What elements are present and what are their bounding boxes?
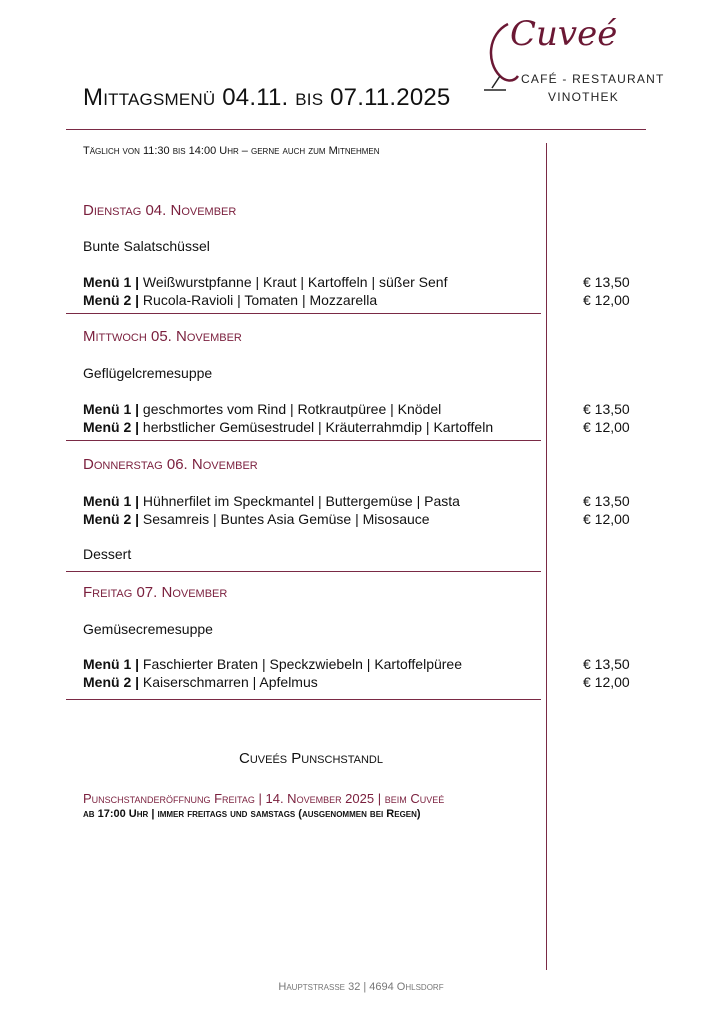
menu-price: € 13,50 [583,401,630,417]
starter: Gemüsecremesuppe [83,621,213,637]
menu-text: Hühnerfilet im Speckmantel | Buttergemüse | Pasta [139,493,460,509]
menu-text: Rucola-Ravioli | Tomaten | Mozzarella [139,292,378,308]
menu-label: Menü 1 | [83,274,140,290]
menu-price: € 12,00 [583,511,630,527]
menu-label: Menü 2 | [83,419,140,435]
menu-text: Weißwurstpfanne | Kraut | Kartoffeln | süßer Senf [139,274,448,290]
logo-tagline: CAFÉ - RESTAURANT [521,72,665,86]
starter: Bunte Salatschüssel [83,238,210,254]
logo-script: Cuveé [510,14,618,54]
menu-text: geschmortes vom Rind | Rotkrautpüree | Knödel [139,401,442,417]
page-title: Mittagsmenü 04.11. bis 07.11.2025 [83,84,451,111]
day-divider [66,699,541,700]
day-divider [66,571,541,572]
menu-item [83,511,430,527]
menu-price: € 13,50 [583,656,630,672]
menu-price: € 13,50 [583,493,630,509]
day-heading: Freitag 07. November [83,584,228,601]
menu-price: € 12,00 [583,292,630,308]
menu-item [83,419,493,435]
menu-text: Kaiserschmarren | Apfelmus [139,674,318,690]
header-divider [66,129,646,130]
menu-item [83,401,441,417]
menu-item [83,674,318,690]
footer-address: Hauptstraße 32 | 4694 Ohlsdorf [278,981,444,993]
menu-item [83,292,377,308]
logo [478,10,665,110]
menu-label: Menü 1 | [83,401,140,417]
menu-price: € 13,50 [583,274,630,290]
menu-text: herbstlicher Gemüsestrudel | Kräuterrahmdip | Kartoffeln [139,419,494,435]
menu-label: Menü 1 | [83,656,140,672]
dessert: Dessert [83,546,132,562]
day-heading: Donnerstag 06. November [83,456,258,473]
menu-text: Sesamreis | Buntes Asia Gemüse | Misosauce [139,511,430,527]
day-divider [66,313,541,314]
price-column-divider [546,143,547,970]
menu-item [83,656,462,672]
menu-text: Faschierter Braten | Speckzwiebeln | Kartoffelpüree [139,656,463,672]
menu-label: Menü 2 | [83,292,140,308]
opening-hours: Täglich von 11:30 bis 14:00 Uhr – gerne auch zum Mitnehmen [83,145,380,157]
menu-price: € 12,00 [583,419,630,435]
punsch-details: ab 17:00 Uhr | immer freitags und samstags (ausgenommen bei Regen) [83,808,421,820]
menu-item [83,493,460,509]
starter: Geflügelcremesuppe [83,365,213,381]
menu-label: Menü 2 | [83,511,140,527]
day-divider [66,440,541,441]
day-heading: Mittwoch 05. November [83,328,242,345]
day-heading: Dienstag 04. November [83,202,237,219]
punsch-announcement: Punschstanderöffnung Freitag | 14. November 2025 | beim Cuveé [83,791,445,806]
menu-label: Menü 1 | [83,493,140,509]
punsch-heading: Cuveés Punschstandl [239,750,383,767]
menu-item [83,274,447,290]
menu-label: Menü 2 | [83,674,140,690]
menu-price: € 12,00 [583,674,630,690]
logo-tagline-2: VINOTHEK [548,90,619,104]
